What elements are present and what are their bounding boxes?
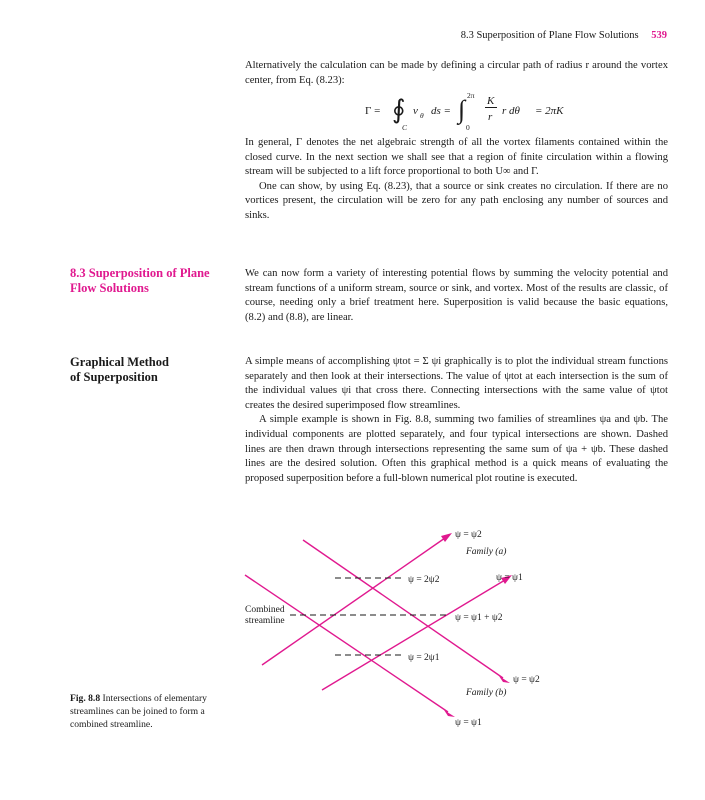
eq-def-integral: ∫	[458, 95, 466, 124]
section-paragraph: We can now form a variety of interesting potential flows by summing the velocity potential and stream functions of a uniform stream, source or sink, and vortex. Most of the results are classic, of course, needing only a brief treatment here. Superposition is valid because the basic equations, (8.2) and (8.8), are linear.	[245, 268, 668, 323]
label-a-psi1: ψ = ψ1	[496, 573, 523, 583]
eq-frac-den: r	[488, 111, 493, 123]
arrowhead-a-psi2	[441, 533, 452, 542]
label-a-psi2: ψ = ψ2	[455, 530, 482, 540]
intro-paragraph: Alternatively the calculation can be made by defining a circular path of radius r around the vortex center, from Eq. (8.23):	[245, 60, 668, 86]
eq-rdtheta: r dθ	[502, 105, 520, 117]
running-title: 8.3 Superposition of Plane Flow Solutions	[460, 30, 639, 41]
page-number: 539	[651, 30, 667, 41]
eq-closed-integral: ∮	[392, 95, 406, 124]
family-b-line-psi2	[303, 540, 503, 678]
label-b-psi2: ψ = ψ2	[513, 675, 540, 685]
label-sum: ψ = ψ1 + ψ2	[455, 613, 503, 623]
family-a-line-psi1	[322, 580, 505, 690]
graphical-paragraph-1: A simple means of accomplishing ψtot = Σ ψi graphically is to plot the individual stream functions separately and then look at their intersections. The value of ψtot at each intersection is the sum of the individual values ψi that cross there. Connecting intersections with the same value of ψtot creates the desired superimposed flow streamlines.	[245, 356, 668, 411]
family-b-line-psi1	[245, 575, 448, 712]
label-family-b: Family (b)	[466, 688, 507, 698]
caption-text: Intersections of elementary streamlines can be joined to form a combined streamline.	[70, 693, 207, 730]
section-heading: 8.3 Superposition of Plane Flow Solutions	[70, 266, 210, 295]
label-b-psi1: ψ = ψ1	[455, 718, 482, 728]
eq-integral-sub: C	[402, 123, 408, 132]
figure-caption	[70, 692, 230, 731]
family-a-line-psi2	[262, 538, 445, 665]
subsection-heading: Graphical Method of Superposition	[70, 355, 169, 384]
eq-upper-limit: 2π	[467, 91, 475, 100]
label-2psi1: ψ = 2ψ1	[408, 653, 440, 663]
label-2psi2: ψ = 2ψ2	[408, 575, 440, 585]
eq-frac-num: K	[487, 95, 495, 107]
general-paragraph: In general, Γ denotes the net algebraic strength of all the vortex filaments contained within the closed curve. In the next section we shall see that a region of finite circulation within a flowing stream will be subjected to a lift force proportional to both U∞ and Γ. One can show, by using Eq. (8.23), that a source or sink creates no circulation. If there are no vortices present, the circulation will be zero for any path enclosing any number of sources and sinks.	[245, 136, 668, 224]
label-family-a: Family (a)	[466, 547, 507, 557]
eq-lower-limit: 0	[466, 123, 470, 132]
combined-streamline-label: Combined streamline	[245, 605, 285, 626]
source-paragraph: One can show, by using Eq. (8.23), that a source or sink creates no circulation. If there are no vortices present, the circulation will be zero for any path enclosing any number of sources and sinks.	[245, 180, 668, 221]
eq-gamma: Γ =	[365, 105, 381, 117]
eq-integrand: v	[413, 105, 418, 117]
eq-integrand-sub: θ	[420, 111, 424, 120]
eq-ds: ds =	[431, 105, 451, 117]
eq-result: = 2πK	[535, 105, 564, 117]
graphical-paragraph-2: A simple example is shown in Fig. 8.8, summing two families of streamlines ψa and ψb. The individual components are plotted separately, and four typical intersections are shown. Dashed lines are then drawn through intersections representing the same sum of ψa + ψb. These dashed lines are the desired solution. Often this graphical method is a quick means of evaluating the proposed superposition before a full-blown numerical plot routine is executed.	[245, 414, 668, 484]
caption-label: Fig. 8.8	[70, 693, 101, 704]
